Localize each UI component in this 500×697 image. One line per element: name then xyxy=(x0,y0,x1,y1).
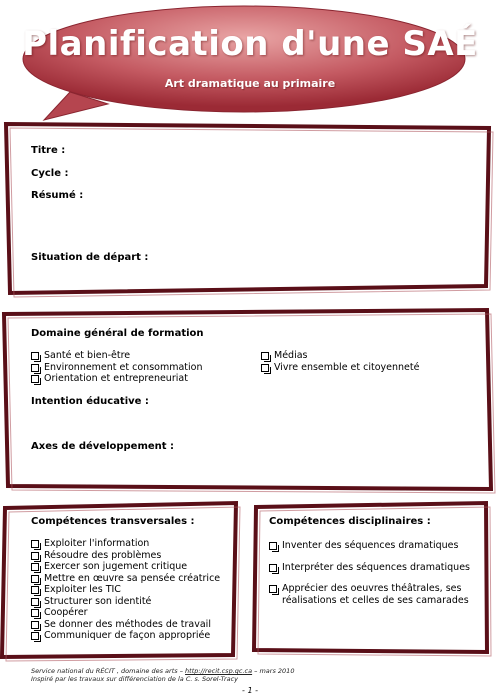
situation-label: Situation de départ : xyxy=(31,252,149,263)
list-item[interactable]: Vivre ensemble et citoyenneté xyxy=(261,362,419,374)
checkbox-icon[interactable] xyxy=(269,542,277,550)
domaine-box xyxy=(0,308,500,498)
checkbox-icon[interactable] xyxy=(31,609,39,617)
list-item[interactable]: Orientation et entrepreneuriat xyxy=(31,373,202,385)
list-item[interactable]: Exercer son jugement critique xyxy=(31,561,220,573)
list-item[interactable]: Inventer des séquences dramatiques xyxy=(269,540,470,552)
checkbox-icon[interactable] xyxy=(31,598,39,606)
domaines-left-list xyxy=(31,350,202,385)
checkbox-icon[interactable] xyxy=(31,563,39,571)
general-info-box xyxy=(0,120,500,300)
competences-disciplinaires-box xyxy=(250,500,495,662)
intention-label: Intention éducative : xyxy=(31,396,149,407)
list-item[interactable]: Santé et bien-être xyxy=(31,350,202,362)
transversales-list xyxy=(31,538,220,642)
list-item[interactable]: Exploiter l'information xyxy=(31,538,220,550)
transversales-label: Compétences transversales : xyxy=(31,516,195,527)
list-item[interactable]: Mettre en œuvre sa pensée créatrice xyxy=(31,573,220,585)
titre-label: Titre : xyxy=(31,145,66,156)
list-item[interactable]: Exploiter les TIC xyxy=(31,584,220,596)
competences-transversales-box xyxy=(0,500,245,662)
list-item[interactable]: Communiquer de façon appropriée xyxy=(31,630,220,642)
axes-label: Axes de développement : xyxy=(31,441,175,452)
page-title: Planification d'une SAÉ xyxy=(22,24,478,64)
list-item[interactable]: Structurer son identité xyxy=(31,596,220,608)
disciplinaires-label: Compétences disciplinaires : xyxy=(269,516,431,527)
checkbox-icon[interactable] xyxy=(31,375,39,383)
checkbox-icon[interactable] xyxy=(31,364,39,372)
list-item[interactable]: Coopérer xyxy=(31,607,220,619)
checkbox-icon[interactable] xyxy=(31,540,39,548)
checkbox-icon[interactable] xyxy=(31,621,39,629)
checkbox-icon[interactable] xyxy=(31,632,39,640)
checkbox-icon[interactable] xyxy=(269,564,277,572)
checkbox-icon[interactable] xyxy=(31,352,39,360)
list-item[interactable]: Résoudre des problèmes xyxy=(31,550,220,562)
list-item[interactable]: Se donner des méthodes de travail xyxy=(31,619,220,631)
checkbox-icon[interactable] xyxy=(31,552,39,560)
checkbox-icon[interactable] xyxy=(261,364,269,372)
recit-link[interactable]: http://recit.csp.qc.ca xyxy=(185,667,253,675)
domaines-right-list xyxy=(261,350,419,373)
cycle-label: Cycle : xyxy=(31,168,69,179)
list-item[interactable]: Apprécier des oeuvres théâtrales, ses réalisations et celles de ses camarades xyxy=(269,583,470,606)
checkbox-icon[interactable] xyxy=(261,352,269,360)
domaine-label: Domaine général de formation xyxy=(31,328,204,339)
checkbox-icon[interactable] xyxy=(31,575,39,583)
disciplinaires-list xyxy=(269,540,470,606)
page-number: - 1 - xyxy=(242,686,258,695)
list-item[interactable]: Médias xyxy=(261,350,419,362)
list-item[interactable]: Environnement et consommation xyxy=(31,362,202,374)
resume-label: Résumé : xyxy=(31,190,84,201)
footer: Service national du RÉCIT , domaine des arts – http://recit.csp.qc.ca – mars 2010 Inspiré par les travaux sur différenciation de la C. s. Sorel-Tracy xyxy=(31,667,295,683)
header-bubble xyxy=(0,0,500,125)
list-item[interactable]: Interpréter des séquences dramatiques xyxy=(269,562,470,574)
checkbox-icon[interactable] xyxy=(31,586,39,594)
checkbox-icon[interactable] xyxy=(269,585,277,593)
page-subtitle: Art dramatique au primaire xyxy=(164,77,336,90)
